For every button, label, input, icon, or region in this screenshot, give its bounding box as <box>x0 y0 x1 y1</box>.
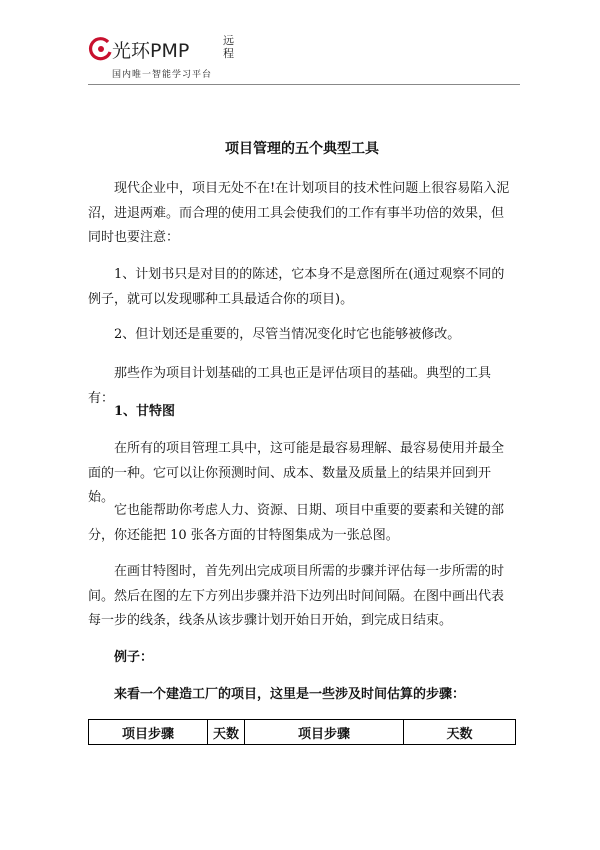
paragraph-point-2: 2、但计划还是重要的，尽管当情况变化时它也能够被修改。 <box>114 327 461 342</box>
example-intro: 来看一个建造工厂的项目，这里是一些涉及时间估算的步骤： <box>114 687 466 702</box>
logo-text: 光环PMP <box>112 40 190 62</box>
paragraph-tools-intro: 那些作为项目计划基础的工具也正是评估项目的基础。典型的工具有： <box>88 366 492 406</box>
header-divider <box>88 84 520 85</box>
section-heading-gantt: 1、甘特图 <box>114 404 176 419</box>
document-title: 项目管理的五个典型工具 <box>225 141 379 157</box>
logo-slogan: 国内唯一智能学习平台 <box>112 70 213 80</box>
table-header-cell: 项目步骤 <box>89 720 208 745</box>
brand-logo <box>88 34 388 84</box>
example-heading: 例子： <box>114 650 154 665</box>
paragraph-gantt-1: 在所有的项目管理工具中，这可能是最容易理解、最容易使用并最全面的一种。它可以让你预测时间、成本、数量及质量上的结果并回到开始。 <box>88 441 505 505</box>
steps-table <box>88 719 516 745</box>
paragraph-gantt-2: 它也能帮助你考虑人力、资源、日期、项目中重要的要素和关键的部分，你还能把 10 张各方面的甘特图集成为一张总图。 <box>88 503 505 543</box>
page-header <box>88 34 520 86</box>
halo-logo-icon <box>88 36 114 62</box>
table-header-cell: 天数 <box>208 720 245 745</box>
paragraph-intro: 现代企业中，项目无处不在!在计划项目的技术性问题上很容易陷入泥沼，进退两难。而合理的使用工具会使我们的工作有事半功倍的效果，但同时也要注意： <box>88 181 510 245</box>
paragraph-gantt-3: 在画甘特图时，首先列出完成项目所需的步骤并评估每一步所需的时间。然后在图的左下方列出步骤并沿下边列出时间间隔。在图中画出代表每一步的线条，线条从该步骤计划开始日开始，到完成日结束。 <box>88 564 505 628</box>
table-header-cell: 天数 <box>404 720 516 745</box>
paragraph-point-1: 1、计划书只是对目的的陈述，它本身不是意图所在(通过观察不同的例子，就可以发现哪种工具最适合你的项目)。 <box>88 267 505 307</box>
table-header-row <box>89 720 516 745</box>
table-header-cell: 项目步骤 <box>245 720 404 745</box>
logo-side-text: 远程 <box>223 34 234 60</box>
